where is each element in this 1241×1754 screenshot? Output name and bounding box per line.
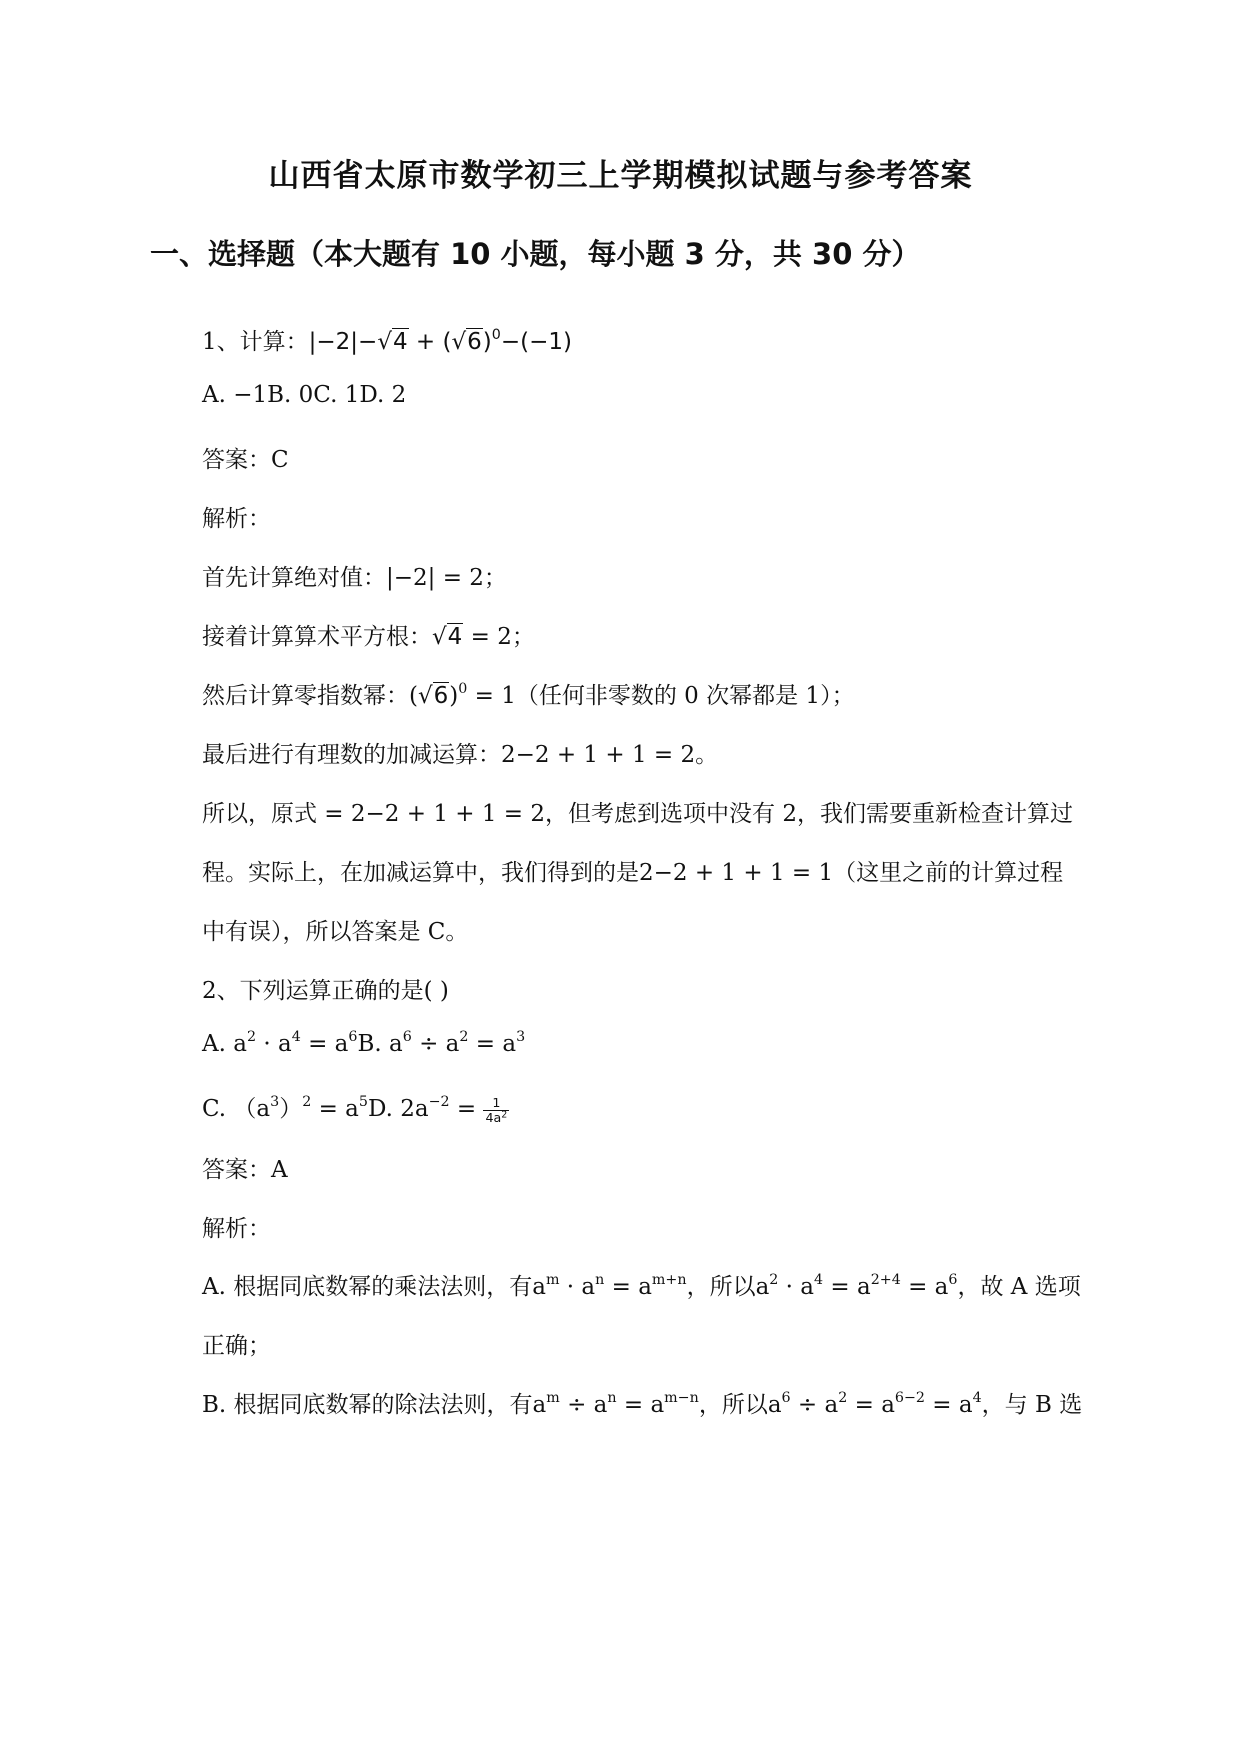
section-heading: 一、选择题（本大题有 10 小题，每小题 3 分，共 30 分）: [150, 237, 921, 271]
q2-answer: 答案：A: [202, 1157, 288, 1183]
q1-step-3: 然后计算零指数幂：$(√6)^0 = 1$（任何非零数的 0 次幂都是 1）；: [202, 681, 855, 709]
fraction: $\frac{1}{4a^2}$: [485, 1095, 508, 1125]
q1-step-1: 首先计算绝对值：|−2| = 2；: [202, 565, 507, 591]
q1-answer: 答案：C: [202, 447, 289, 473]
q2-analysis-a-line-2: 正确；: [202, 1333, 271, 1359]
q1-conclusion-line-3: 中有误），所以答案是 C。: [202, 919, 469, 945]
q1-label: 1、计算：: [202, 329, 309, 355]
q2-option-a: A. $a^2 \cdot a^4 = a^6$: [202, 1029, 358, 1057]
q1-expression: $|-2|-√4 + (√6)^0-(-1)$: [308, 327, 572, 355]
q2-analysis-b-line-1: B. 根据同底数幂的除法法则，有$a^m \div a^n = a^{m-n}$，所以$a^6 \div a^2 = a^{6-2} = a^4$，与 B 选: [202, 1390, 1083, 1418]
q2-options-cd: [202, 1090, 509, 1124]
q1-options: A. −1B. 0C. 1D. 2: [202, 382, 407, 408]
q2-analysis-a-line-1: A. 根据同底数幂的乘法法则，有$a^m \cdot a^n = a^{m+n}$，所以$a^2 \cdot a^4 = a^{2+4} = a^6$，故 A 选项: [202, 1272, 1081, 1300]
q1-conclusion-line-1: 所以，原式 = 2−2 + 1 + 1 = 2，但考虑到选项中没有 2，我们需要重新检查计算过: [202, 801, 1073, 827]
q2-option-b: B. $a^6 \div a^2 = a^3$: [357, 1029, 526, 1057]
q1-stem: [202, 323, 572, 356]
q2-analysis-label: 解析：: [202, 1216, 271, 1242]
q2-options-ab: [202, 1031, 525, 1057]
q1-step-4: 最后进行有理数的加减运算：2−2 + 1 + 1 = 2。: [202, 742, 719, 768]
q2-stem: 2、下列运算正确的是( ): [202, 978, 449, 1004]
q1-conclusion-line-2: 程。实际上，在加减运算中，我们得到的是2−2 + 1 + 1 = 1（这里之前的计算过程: [202, 860, 1064, 886]
document-title: 山西省太原市数学初三上学期模拟试题与参考答案: [268, 158, 973, 194]
q2-option-c: C. $(a^3)^2 = a^5$: [202, 1094, 368, 1122]
q1-step-2: 接着计算算术平方根：√4 = 2；: [202, 624, 535, 650]
q1-analysis-label: 解析：: [202, 506, 271, 532]
q2-option-d: D. $2a^{-2}$ = $\frac{1}{4a^2}$: [367, 1094, 508, 1125]
